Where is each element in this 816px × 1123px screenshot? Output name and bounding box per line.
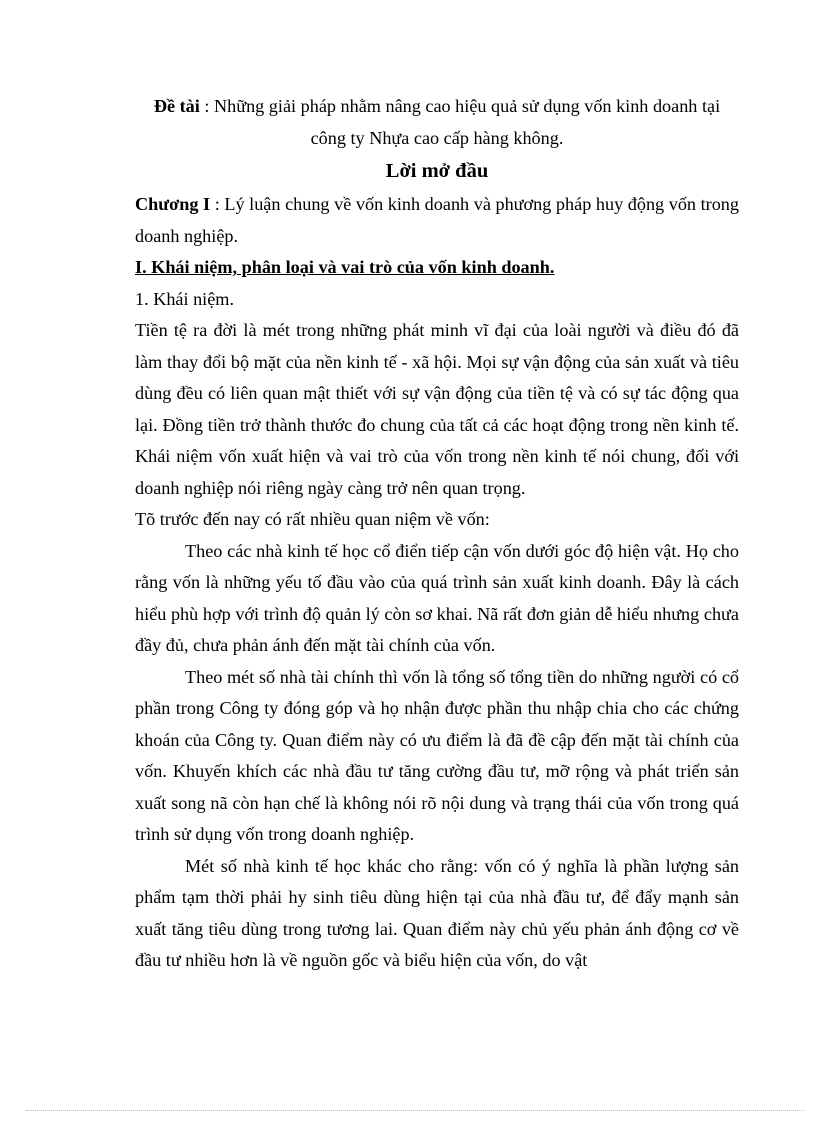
topic-label: Đề tài (153, 96, 200, 116)
preface-heading: Lời mở đầu (385, 160, 489, 182)
page-content (135, 91, 739, 977)
topic-text-line1: : Những giải pháp nhằm nâng cao hiệu quả sử dụng vốn kinh doanh tại (199, 96, 721, 116)
paragraph-1: Tiền tệ ra đời là mét trong những phát minh vĩ đại của loài người và điều đó đã làm thay đổi bộ mặt của nền kinh tế - xã hội. Mọi sự vận động của sản xuất và tiêu dùng đều có liên quan mật thiết với sự vận động của tiền tệ và có sự tác động qua lại. Đồng tiền trở thành thước đo chung của tất cả các hoạt động trong nền kinh tế. Khái niệm vốn xuất hiện và vai trò của vốn trong nền kinh tế nói chung, đối với doanh nghiệp nói riêng ngày càng trở nên quan trọng. (135, 320, 739, 498)
paragraph-5: Mét số nhà kinh tế học khác cho rằng: vốn có ý nghĩa là phần lượng sản phẩm tạm thời phải hy sinh tiêu dùng hiện tại của nhà đầu tư, để đẩy mạnh sản xuất tăng tiêu dùng trong tương lai. Quan điểm này chủ yếu phản ánh động cơ về đầu tư nhiều hơn là về nguồn gốc và biểu hiện của vốn, do vật (135, 855, 739, 970)
topic-text-line2: công ty Nhựa cao cấp hàng không. (310, 127, 564, 148)
page-bottom-divider (26, 1110, 804, 1111)
paragraph-4: Theo mét số nhà tài chính thì vốn là tổng số tổng tiền do những người có cổ phần trong Công ty đóng góp và họ nhận được phần thu nhập chia cho các chứng khoán của Công ty. Quan điểm này có ưu điểm là đã đề cập đến mặt tài chính của vốn. Khuyến khích các nhà đầu tư tăng cường đầu tư, mỡ rộng và phát triển sản xuất song nã còn hạn chế là không nói rõ nội dung và trạng thái của vốn trong quá trình sử dụng vốn trong doanh nghiệp. (135, 666, 739, 844)
topic-line (135, 91, 739, 123)
section-heading (135, 252, 739, 284)
chapter-text: : Lý luận chung về vốn kinh doanh và phương pháp huy động vốn trong doanh nghiệp. (135, 194, 739, 246)
section-heading-text: I. Khái niệm, phân loại và vai trò của vốn kinh doanh. (135, 257, 555, 277)
subsection-heading: 1. Khái niệm. (135, 288, 235, 309)
chapter-label: Chương I (135, 194, 211, 214)
paragraph-2: Tõ trước đến nay có rất nhiều quan niệm về vốn: (135, 509, 490, 529)
paragraph-3: Theo các nhà kinh tế học cổ điển tiếp cận vốn dưới góc độ hiện vật. Họ cho rằng vốn là những yếu tố đầu vào của quá trình sản xuất kinh doanh. Đây là cách hiểu phù hợp với trình độ quản lý còn sơ khai. Nã rất đơn giản dễ hiểu nhưng chưa đầy đủ, chưa phản ánh đến mặt tài chính của vốn. (135, 540, 739, 655)
chapter-line (135, 189, 739, 252)
